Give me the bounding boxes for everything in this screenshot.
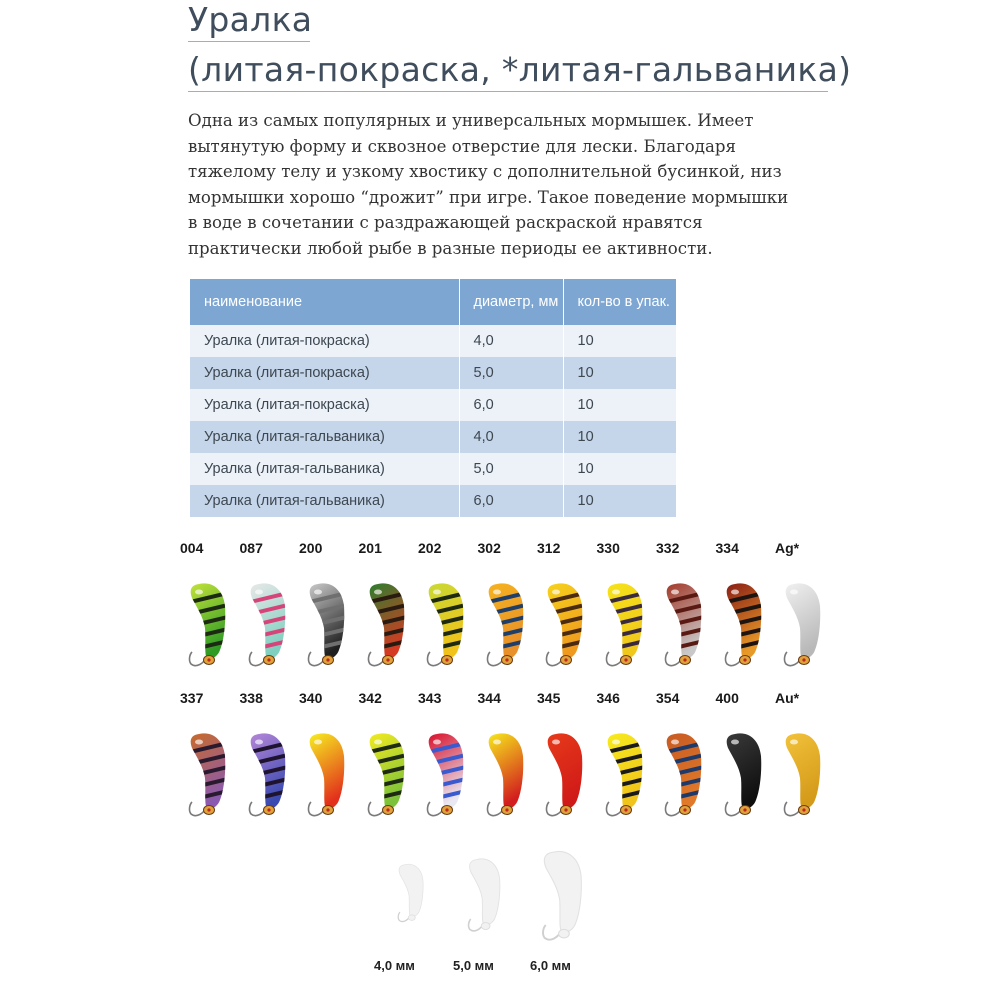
size-outline-icon — [535, 826, 595, 947]
table-row — [190, 325, 676, 357]
lure-icon — [242, 560, 298, 672]
lure-code: 004 — [180, 540, 204, 556]
table-row — [190, 421, 676, 453]
description-line: в воде в сочетании с раздражающей раскраской нравятся — [188, 213, 703, 232]
lure-302 — [477, 540, 540, 690]
lure-202 — [418, 540, 480, 690]
lure-code: 087 — [239, 540, 263, 556]
title-underline-1 — [188, 41, 310, 42]
lure-345 — [537, 690, 599, 840]
cell-quantity: 10 — [563, 421, 676, 453]
cell-diameter: 4,0 — [459, 421, 563, 453]
lure-code: 334 — [715, 540, 739, 556]
page-title-line-2: (литая-покраска, *литая-гальваника) — [188, 50, 852, 89]
lure-icon — [301, 710, 357, 822]
cell-name: Уралка (литая-покраска) — [190, 357, 459, 389]
cell-diameter: 5,0 — [459, 453, 563, 485]
lure-344 — [477, 690, 540, 840]
lure-330 — [596, 540, 659, 690]
lure-code: 338 — [239, 690, 263, 706]
lure-343 — [418, 690, 480, 840]
lure-code: 200 — [299, 540, 323, 556]
cell-diameter: 5,0 — [459, 357, 563, 389]
lure-icon — [361, 560, 417, 672]
table-row — [190, 357, 676, 389]
lure-icon — [480, 560, 536, 672]
cell-name: Уралка (литая-гальваника) — [190, 421, 459, 453]
lure-icon — [301, 560, 357, 672]
cell-name: Уралка (литая-покраска) — [190, 389, 459, 421]
size-label: 5,0 мм — [453, 958, 494, 973]
lure-087 — [239, 540, 302, 690]
header-name: наименование — [190, 279, 459, 325]
table-row — [190, 453, 676, 485]
lure-code: 340 — [299, 690, 323, 706]
description-line: практически любой рыбе в разные периоды ее активности. — [188, 238, 713, 258]
cell-quantity: 10 — [563, 357, 676, 389]
lure-icon — [777, 560, 833, 672]
cell-quantity: 10 — [563, 485, 676, 517]
lure-code: 337 — [180, 690, 204, 706]
lure-code: 332 — [656, 540, 680, 556]
cell-quantity: 10 — [563, 389, 676, 421]
cell-quantity: 10 — [563, 325, 676, 357]
lure-code: 201 — [358, 540, 382, 556]
lure-icon — [182, 560, 238, 672]
lure-354 — [656, 690, 718, 840]
lure-icon — [480, 710, 536, 822]
lure-icon — [182, 710, 238, 822]
table-row — [190, 485, 676, 517]
spec-table — [190, 279, 676, 517]
size-outline-icon — [462, 838, 511, 937]
lure-code: 312 — [537, 540, 561, 556]
lure-icon — [420, 560, 476, 672]
cell-name: Уралка (литая-гальваника) — [190, 453, 459, 485]
lure-code: 302 — [477, 540, 501, 556]
cell-quantity: 10 — [563, 453, 676, 485]
table-row — [190, 389, 676, 421]
lure-code: 344 — [477, 690, 501, 706]
lure-code: 330 — [596, 540, 620, 556]
lure-342 — [358, 690, 421, 840]
description-line: вытянутую форму и сквозное отверстие для лески. Благодаря — [188, 136, 736, 156]
cell-diameter: 6,0 — [459, 389, 563, 421]
lure-code: 202 — [418, 540, 442, 556]
lure-400 — [715, 690, 778, 840]
cell-name: Уралка (литая-покраска) — [190, 325, 459, 357]
lure-ag-galv — [775, 540, 837, 690]
lure-au-galv — [775, 690, 837, 840]
lure-code: Ag* — [775, 540, 800, 556]
lure-icon — [361, 710, 417, 822]
lure-code: 346 — [596, 690, 620, 706]
size-label: 6,0 мм — [530, 958, 571, 973]
lure-312 — [537, 540, 599, 690]
lure-code: 342 — [358, 690, 382, 706]
lure-icon — [242, 710, 298, 822]
lure-icon — [777, 710, 833, 822]
description-line: Одна из самых популярных и универсальных мормышек. Имеет — [188, 111, 754, 130]
lure-icon — [718, 710, 774, 822]
lure-004 — [180, 540, 242, 690]
lure-icon — [420, 710, 476, 822]
description-line: тяжелому телу и узкому хвостику с дополнительной бусинкой, низ — [188, 162, 782, 181]
lure-200 — [299, 540, 361, 690]
table-header-row — [190, 279, 676, 325]
header-diameter: диаметр, мм — [459, 279, 563, 325]
lure-icon — [658, 560, 714, 672]
lure-code: 345 — [537, 690, 561, 706]
lure-code: Au* — [775, 690, 800, 706]
lure-icon — [539, 710, 595, 822]
lure-340 — [299, 690, 361, 840]
lure-332 — [656, 540, 718, 690]
description-line: мормышки хорошо “дрожит” при игре. Такое поведение мормышки — [188, 187, 789, 207]
lure-icon — [658, 710, 714, 822]
cell-diameter: 4,0 — [459, 325, 563, 357]
header-quantity: кол-во в упак. — [563, 279, 676, 325]
cell-diameter: 6,0 — [459, 485, 563, 517]
lure-icon — [599, 710, 655, 822]
lure-code: 354 — [656, 690, 680, 706]
lure-code: 343 — [418, 690, 442, 706]
lure-346 — [596, 690, 659, 840]
lure-337 — [180, 690, 242, 840]
size-label: 4,0 мм — [374, 958, 415, 973]
lure-icon — [718, 560, 774, 672]
lure-338 — [239, 690, 302, 840]
description — [188, 108, 828, 261]
lure-icon — [539, 560, 595, 672]
lure-201 — [358, 540, 421, 690]
size-outline-icon — [393, 848, 432, 926]
page-title-line-1: Уралка — [188, 0, 313, 39]
lure-334 — [715, 540, 778, 690]
title-underline-2 — [188, 91, 828, 92]
lure-code: 400 — [715, 690, 739, 706]
cell-name: Уралка (литая-гальваника) — [190, 485, 459, 517]
lure-icon — [599, 560, 655, 672]
